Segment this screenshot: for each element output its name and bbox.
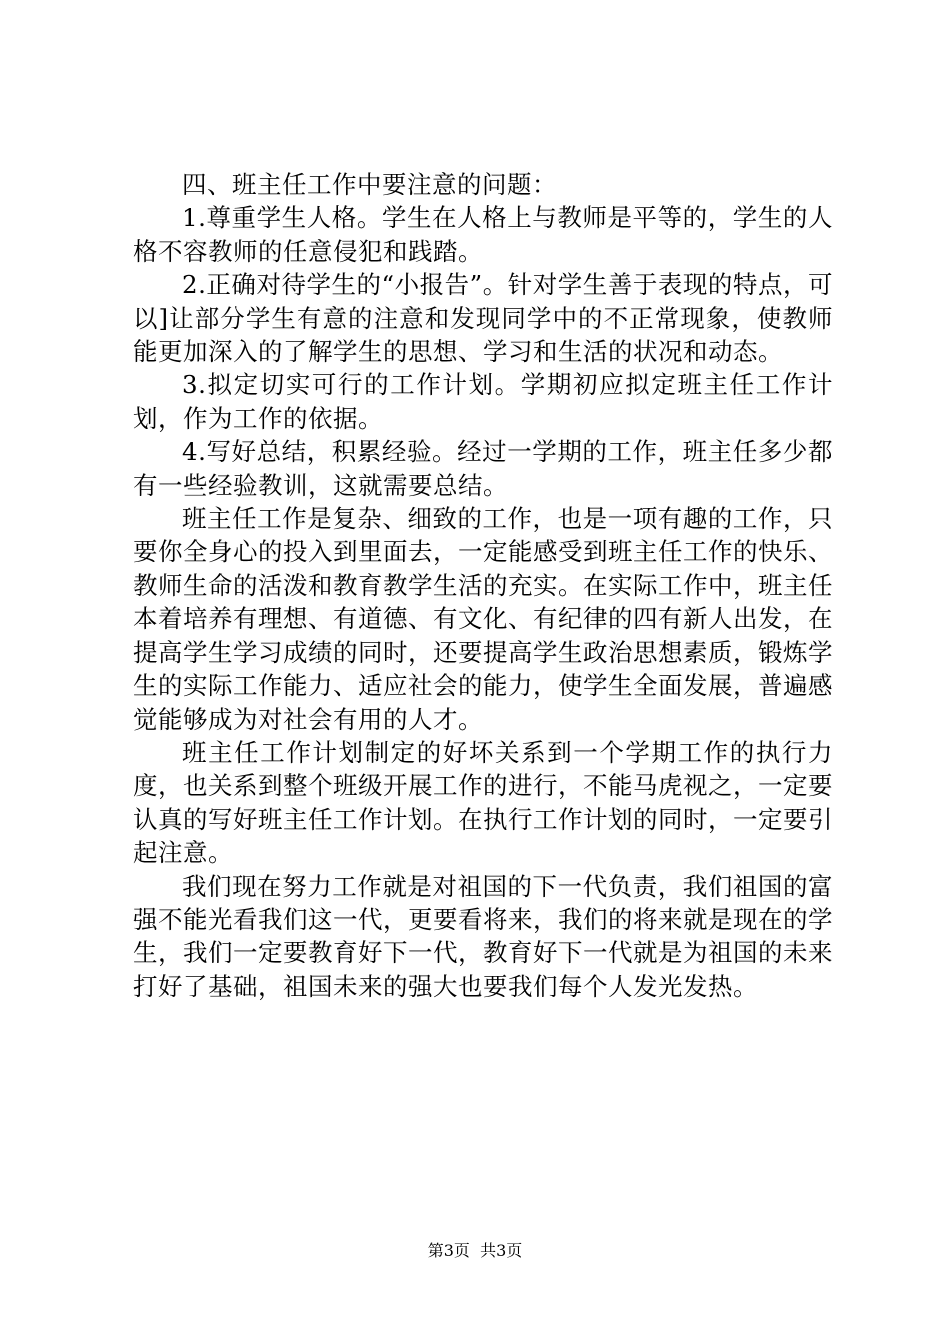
paragraph-body-2: 班主任工作计划制定的好坏关系到一个学期工作的执行力度，也关系到整个班级开展工作的进行，不能马虎视之，一定要认真的写好班主任工作计划。在执行工作计划的同时，一定要引起注意。 [133,737,833,868]
paragraph-body-1: 班主任工作是复杂、细致的工作，也是一项有趣的工作，只要你全身心的投入到里面去，一定能感受到班主任工作的快乐、教师生命的活泼和教育教学生活的充实。在实际工作中，班主任本着培养有理想、有道德、有文化、有纪律的四有新人出发，在提高学生学习成绩的同时，还要提高学生政治思想素质，锻炼学生的实际工作能力、适应社会的能力，使学生全面发展，普遍感觉能够成为对社会有用的人才。 [133,504,833,734]
document-body [133,168,833,1003]
paragraph-body-3: 我们现在努力工作就是对祖国的下一代负责，我们祖国的富强不能光看我们这一代，更要看将来，我们的将来就是现在的学生，我们一定要教育好下一代，教育好下一代就是为祖国的未来打好了基础，祖国未来的强大也要我们每个人发光发热。 [133,871,833,1001]
paragraph-item-2: 2.正确对待学生的“小报告”。针对学生善于表现的特点，可以]让部分学生有意的注意和发现同学中的不正常现象，使教师能更加深入的了解学生的思想、学习和生活的状况和动态。 [133,270,833,367]
paragraph-item-1: 1.尊重学生人格。学生在人格上与教师是平等的，学生的人格不容教师的任意侵犯和践踏。 [133,203,833,266]
paragraph-item-3: 3.拟定切实可行的工作计划。学期初应拟定班主任工作计划，作为工作的依据。 [133,370,833,433]
section-heading: 四、班主任工作中要注意的问题： [182,170,557,199]
paragraph-item-4: 4.写好总结，积累经验。经过一学期的工作，班主任多少都有一些经验教训，这就需要总结。 [133,437,833,500]
page-number-footer: 第3页 共3页 [427,1241,523,1260]
